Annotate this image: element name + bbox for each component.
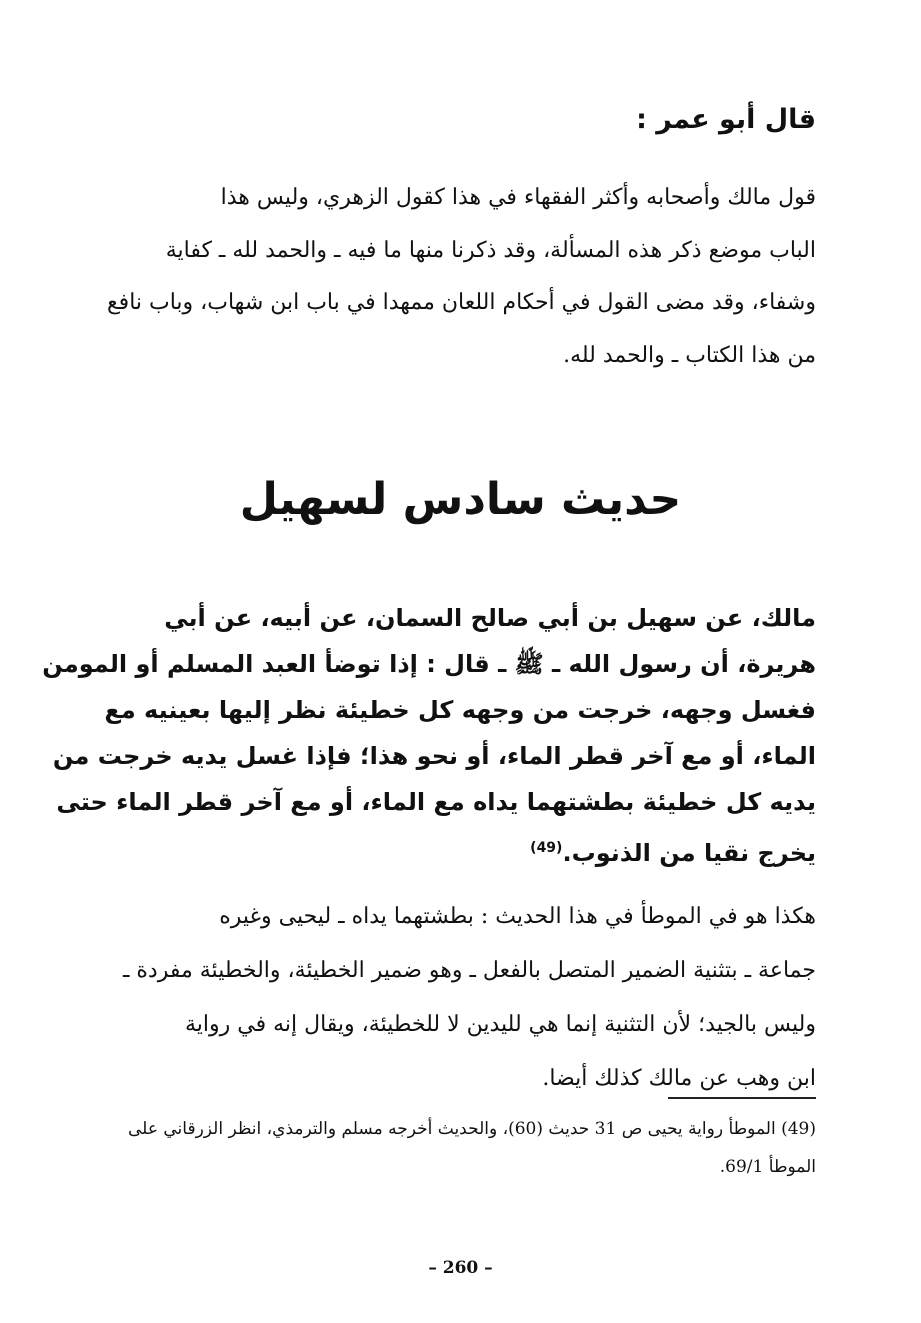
commentary-paragraph [98,172,816,382]
hadith-line: يديه كل خطيئة بطشتهما يداه مع الماء، أو مع آخر قطر الماء حتى [56,788,816,816]
paragraph-line: وليس بالجيد؛ لأن التثنية إنما هي لليدين لا للخطيئة، ويقال إنه في رواية [184,1012,816,1037]
section-heading: قال أبو عمر : [636,104,816,135]
paragraph-line: الباب موضع ذكر هذه المسألة، وقد ذكرنا منها ما فيه ـ والحمد لله ـ كفاية [165,237,816,263]
paragraph-line: هكذا هو في الموطأ في هذا الحديث : بطشتهما يداه ـ ليحيى وغيره [219,904,816,929]
hadith-line: فغسل وجهه، خرجت من وجهه كل خطيئة نظر إليها بعينيه مع [104,696,816,724]
hadith-line: الماء، أو مع آخر قطر الماء، أو نحو هذا؛ فإذا غسل يديه خرجت من [52,742,816,770]
hadith-last-line [98,825,816,876]
footnote-line: الموطأ 69/1. [719,1157,816,1177]
paragraph-line: جماعة ـ بتثنية الضمير المتصل بالفعل ـ وهو ضمير الخطيئة، والخطيئة مفردة ـ [122,958,816,983]
explanation-paragraph [98,890,816,1106]
hadith-line: يخرج نقيا من الذنوب. [562,839,816,867]
footnote-line: (49) الموطأ رواية يحيى ص 31 حديث (60)، والحديث أخرجه مسلم والترمذي، انظر الزرقاني على [128,1119,816,1139]
hadith-text [42,595,816,876]
footnote [98,1110,816,1186]
hadith-line: هريرة، أن رسول الله ـ ﷺ ـ قال : إذا توضأ العبد المسلم أو المومن [42,650,816,678]
paragraph-line: وشفاء، وقد مضى القول في أحكام اللعان ممهدا في باب ابن شهاب، وباب نافع [106,290,816,315]
footnote-reference[interactable]: (49) [530,840,563,856]
paragraph-line: قول مالك وأصحابه وأكثر الفقهاء في هذا كقول الزهري، وليس هذا [220,185,816,210]
paragraph-line: من هذا الكتاب ـ والحمد لله. [563,342,816,368]
page-number: – 260 – [428,1258,493,1278]
paragraph-line: ابن وهب عن مالك كذلك أيضا. [542,1066,816,1091]
hadith-line: مالك، عن سهيل بن أبي صالح السمان، عن أبيه، عن أبي [164,604,816,632]
footnote-divider [668,1097,816,1099]
chapter-title: حديث سادس لسهيل [239,474,682,525]
